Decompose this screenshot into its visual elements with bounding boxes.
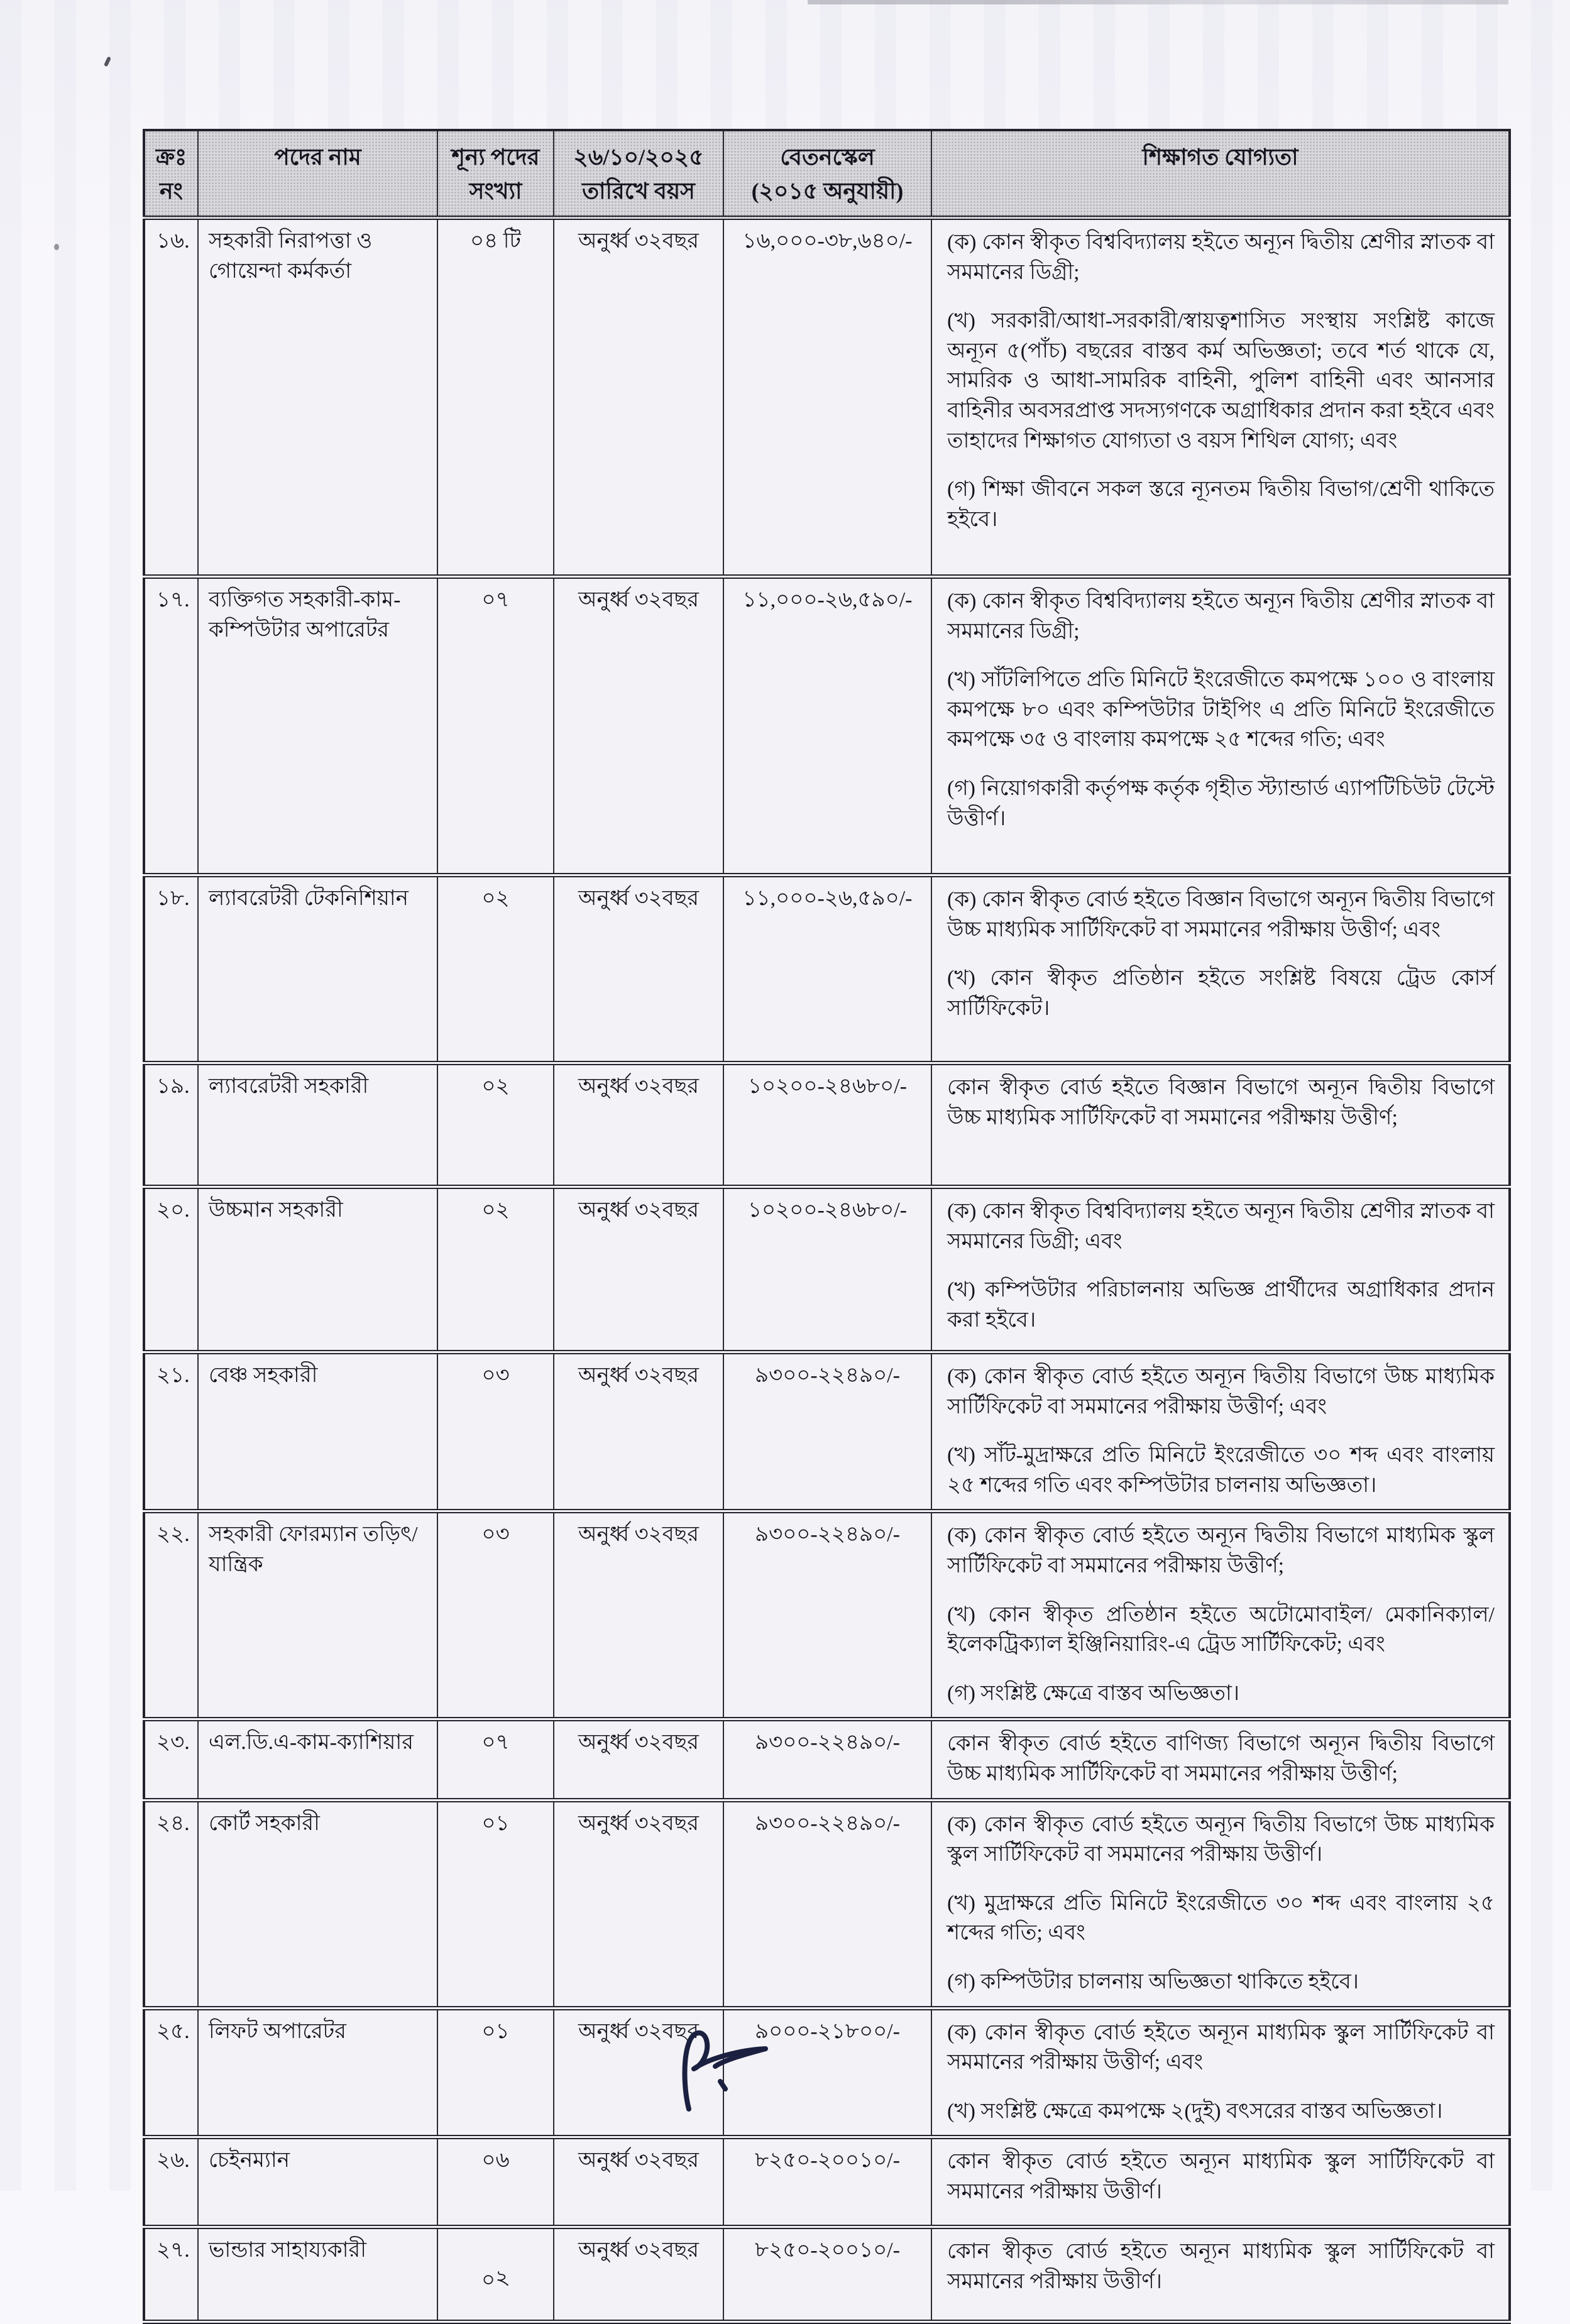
qualification-paragraph: (ক) কোন স্বীকৃত বিশ্ববিদ্যালয় হইতে অন্যূন দ্বিতীয় শ্রেণীর স্নাতক বা সমমানের ডিগ্রী; <box>947 231 1495 284</box>
cell-vacancies <box>437 218 554 577</box>
cell-vacancies <box>437 2008 554 2137</box>
qualification-paragraph: (খ) সংশ্লিষ্ট ক্ষেত্রে কমপক্ষে ২(দুই) বৎসরের বাস্তব অভিজ্ঞতা। <box>947 2099 1443 2123</box>
cell-serial: ১৭. <box>144 577 198 875</box>
cell-age-limit: অনুর্ধ্ব ৩২বছর <box>554 2008 723 2137</box>
cell-vacancies <box>437 577 554 875</box>
cell-vacancies <box>437 2137 554 2227</box>
cell-age-limit: অনুর্ধ্ব ৩২বছর <box>554 218 723 577</box>
cell-serial: ২১. <box>144 1352 198 1511</box>
header-post-name: পদের নাম <box>198 130 437 218</box>
cell-age-limit: অনুর্ধ্ব ৩২বছর <box>554 1511 723 1719</box>
cell-post-name: এল.ডি.এ-কাম-ক্যাশিয়ার <box>198 1719 437 1800</box>
cell-post-name: ভান্ডার সাহায্যকারী <box>198 2227 437 2322</box>
cell-vacancies <box>437 2227 554 2322</box>
scan-artifact-speck <box>54 244 59 250</box>
vacancy-count: ০২ <box>481 887 510 910</box>
qualification-paragraph: (ক) কোন স্বীকৃত বোর্ড হইতে অন্যূন দ্বিতীয় বিভাগে উচ্চ মাধ্যমিক স্কুল সার্টিফিকেট বা সমমানের পরীক্ষায় উত্তীর্ণ। <box>947 1812 1495 1866</box>
cell-post-name: বেঞ্চ সহকারী <box>198 1352 437 1511</box>
table-row <box>144 218 1510 577</box>
qualification-paragraph: (ক) কোন স্বীকৃত বোর্ড হইতে অন্যূন মাধ্যমিক স্কুল সার্টিফিকেট বা সমমানের পরীক্ষায় উত্তীর্ণ; এবং <box>947 2020 1495 2075</box>
cell-qualification <box>931 218 1510 577</box>
table-row <box>144 1800 1510 2008</box>
table-body <box>144 218 1510 2322</box>
header-pay-scale: বেতনস্কেল (২০১৫ অনুযায়ী) <box>723 130 931 218</box>
cell-serial: ২০. <box>144 1187 198 1352</box>
cell-age-limit: অনুর্ধ্ব ৩২বছর <box>554 1800 723 2008</box>
vacancy-count: ০৬ <box>481 2149 510 2173</box>
cell-vacancies <box>437 1063 554 1187</box>
cell-pay-scale: ১১,০০০-২৬,৫৯০/- <box>723 577 931 875</box>
cell-post-name: ল্যাবরেটরী টেকনিশিয়ান <box>198 875 437 1063</box>
vacancy-count: ০৩ <box>481 1364 510 1387</box>
qualification-paragraph: (ক) কোন স্বীকৃত বোর্ড হইতে অন্যূন দ্বিতীয় বিভাগে উচ্চ মাধ্যমিক সার্টিফিকেট বা সমমানের পরীক্ষায় উত্তীর্ণ; এবং <box>947 1365 1495 1418</box>
qualification-paragraph: কোন স্বীকৃত বোর্ড হইতে অন্যূন মাধ্যমিক স্কুল সার্টিফিকেট বা সমমানের পরীক্ষায় উত্তীর্ণ। <box>947 2150 1495 2203</box>
cell-pay-scale: ১০২০০-২৪৬৮০/- <box>723 1187 931 1352</box>
vacancy-count: ০৩ <box>481 1523 510 1547</box>
cell-post-name: ল্যাবরেটরী সহকারী <box>198 1063 437 1187</box>
cell-post-name: কোর্ট সহকারী <box>198 1800 437 2008</box>
cell-qualification <box>931 1187 1510 1352</box>
vacancy-count: ০১ <box>481 1811 510 1835</box>
table-header <box>144 130 1510 218</box>
table-row <box>144 1719 1510 1800</box>
cell-vacancies <box>437 1719 554 1800</box>
cell-age-limit: অনুর্ধ্ব ৩২বছর <box>554 1719 723 1800</box>
cell-age-limit: অনুর্ধ্ব ৩২বছর <box>554 1352 723 1511</box>
qualification-paragraph: (ক) কোন স্বীকৃত বিশ্ববিদ্যালয় হইতে অন্যূন দ্বিতীয় শ্রেণীর স্নাতক বা সমমানের ডিগ্রী; <box>947 589 1495 643</box>
cell-qualification <box>931 2137 1510 2227</box>
cell-pay-scale: ৮২৫০-২০০১০/- <box>723 2137 931 2227</box>
header-age: ২৬/১০/২০২৫ তারিখে বয়স <box>554 130 723 218</box>
cell-age-limit: অনুর্ধ্ব ৩২বছর <box>554 1063 723 1187</box>
cell-serial: ২৩. <box>144 1719 198 1800</box>
cell-qualification <box>931 875 1510 1063</box>
qualification-paragraph: (গ) কম্পিউটার চালনায় অভিজ্ঞতা থাকিতে হইবে। <box>947 1970 1359 1993</box>
cell-qualification <box>931 1063 1510 1187</box>
qualification-paragraph: (খ) কোন স্বীকৃত প্রতিষ্ঠান হইতে সংশ্লিষ্ট বিষয়ে ট্রেড কোর্স সার্টিফিকেট। <box>947 967 1495 1020</box>
qualification-paragraph: (খ) সাঁট-মুদ্রাক্ষরে প্রতি মিনিটে ইংরেজীতে ৩০ শব্দ এবং বাংলায় ২৫ শব্দের গতি এবং কম্পিউটার চালনায় অভিজ্ঞতা। <box>947 1444 1495 1497</box>
cell-post-name: চেইনম্যান <box>198 2137 437 2227</box>
header-vacancies: শূন্য পদের সংখ্যা <box>437 130 554 218</box>
table-row <box>144 1352 1510 1511</box>
cell-pay-scale: ৯৩০০-২২৪৯০/- <box>723 1719 931 1800</box>
cell-vacancies <box>437 1800 554 2008</box>
cell-vacancies <box>437 1511 554 1719</box>
scan-artifact-speck <box>104 56 111 67</box>
signature-mark <box>671 2029 803 2117</box>
scan-artifact-top-edge <box>808 0 1508 4</box>
table-row <box>144 577 1510 875</box>
table-row <box>144 2227 1510 2322</box>
qualification-paragraph: কোন স্বীকৃত বোর্ড হইতে অন্যূন মাধ্যমিক স্কুল সার্টিফিকেট বা সমমানের পরীক্ষায় উত্তীর্ণ। <box>947 2240 1495 2293</box>
cell-pay-scale: ৯৩০০-২২৪৯০/- <box>723 1352 931 1511</box>
cell-serial: ২৬. <box>144 2137 198 2227</box>
cell-pay-scale: ৯৩০০-২২৪৯০/- <box>723 1511 931 1719</box>
vacancy-count: ০২ <box>480 2266 512 2293</box>
cell-pay-scale: ৯০০০-২১৮০০/- <box>723 2008 931 2137</box>
qualification-paragraph: (ক) কোন স্বীকৃত বোর্ড হইতে বিজ্ঞান বিভাগে অন্যূন দ্বিতীয় বিভাগে উচ্চ মাধ্যমিক সার্টিফিকেট বা সমমানের পরীক্ষায় উত্তীর্ণ; এবং <box>947 888 1495 941</box>
vacancy-count: ০১ <box>481 2019 510 2043</box>
cell-qualification <box>931 577 1510 875</box>
cell-serial: ১৮. <box>144 875 198 1063</box>
qualification-paragraph: কোন স্বীকৃত বোর্ড হইতে বাণিজ্য বিভাগে অন্যূন দ্বিতীয় বিভাগে উচ্চ মাধ্যমিক সার্টিফিকেট বা সমমানের পরীক্ষায় উত্তীর্ণ; <box>947 1732 1495 1785</box>
qualification-paragraph: কোন স্বীকৃত বোর্ড হইতে বিজ্ঞান বিভাগে অন্যূন দ্বিতীয় বিভাগে উচ্চ মাধ্যমিক সার্টিফিকেট বা সমমানের পরীক্ষায় উত্তীর্ণ; <box>947 1076 1495 1129</box>
qualification-paragraph: (গ) সংশ্লিষ্ট ক্ষেত্রে বাস্তব অভিজ্ঞতা। <box>947 1681 1240 1705</box>
cell-qualification <box>931 1800 1510 2008</box>
cell-age-limit: অনুর্ধ্ব ৩২বছর <box>554 1187 723 1352</box>
table-row <box>144 1511 1510 1719</box>
cell-pay-scale: ১০২০০-২৪৬৮০/- <box>723 1063 931 1187</box>
vacancy-count: ০৪ টি <box>470 229 521 253</box>
cell-serial: ২২. <box>144 1511 198 1719</box>
cell-vacancies <box>437 1187 554 1352</box>
table-row <box>144 1187 1510 1352</box>
cell-pay-scale: ১১,০০০-২৬,৫৯০/- <box>723 875 931 1063</box>
cell-post-name: সহকারী নিরাপত্তা ও গোয়েন্দা কর্মকর্তা <box>198 218 437 577</box>
cell-qualification <box>931 1719 1510 1800</box>
vacancy-count: ০৭ <box>481 588 510 611</box>
cell-post-name: সহকারী ফোরম্যান তড়িৎ/যান্ত্রিক <box>198 1511 437 1719</box>
vacancy-count: ০৭ <box>481 1731 510 1755</box>
qualification-paragraph: (খ) সাঁটলিপিতে প্রতি মিনিটে ইংরেজীতে কমপক্ষে ১০০ ও বাংলায় কমপক্ষে ৮০ এবং কম্পিউটার টাইপিং এ প্রতি মিনিটে ইংরেজীতে কমপক্ষে ৩৫ ও বাংলায় কমপক্ষে ২৫ শব্দের গতি; এবং <box>947 668 1495 752</box>
cell-serial: ২৫. <box>144 2008 198 2137</box>
qualification-paragraph: (খ) মুদ্রাক্ষরে প্রতি মিনিটে ইংরেজীতে ৩০ শব্দ এবং বাংলায় ২৫ শব্দের গতি; এবং <box>947 1891 1495 1945</box>
table-row <box>144 1063 1510 1187</box>
qualification-paragraph: (খ) সরকারী/আধা-সরকারী/স্বায়ত্বশাসিত সংস্থায় সংশ্লিষ্ট কাজে অন্যূন ৫(পাঁচ) বছরের বাস্তব কর্ম অভিজ্ঞতা; তবে শর্ত থাকে যে, সামরিক ও আধা-সামরিক বাহিনী, পুলিশ বাহিনী এবং আনসার বাহিনীর অবসরপ্রাপ্ত সদস্যগণকে অগ্রাধিকার প্রদান করা হইবে এবং তাহাদের শিক্ষাগত যোগ্যতা ও বয়স শিথিল যোগ্য; এবং <box>947 309 1495 452</box>
qualification-paragraph: (গ) শিক্ষা জীবনে সকল স্তরে ন্যূনতম দ্বিতীয় বিভাগ/শ্রেণী থাকিতে হইবে। <box>947 478 1495 531</box>
header-qualification: শিক্ষাগত যোগ্যতা <box>931 130 1510 218</box>
cell-qualification <box>931 2227 1510 2322</box>
cell-vacancies <box>437 875 554 1063</box>
cell-age-limit: অনুর্ধ্ব ৩২বছর <box>554 2227 723 2322</box>
cell-pay-scale: ১৬,০০০-৩৮,৬৪০/- <box>723 218 931 577</box>
cell-vacancies <box>437 1352 554 1511</box>
cell-post-name: লিফট অপারেটর <box>198 2008 437 2137</box>
vacancy-count: ০২ <box>481 1198 510 1222</box>
table-row <box>144 2137 1510 2227</box>
cell-age-limit: অনুর্ধ্ব ৩২বছর <box>554 577 723 875</box>
qualification-paragraph: (খ) কোন স্বীকৃত প্রতিষ্ঠান হইতে অটোমোবাইল/ মেকানিক্যাল/ ইলেকট্রিক্যাল ইঞ্জিনিয়ারিং-এ ট্রেড সার্টিফিকেট; এবং <box>947 1603 1495 1657</box>
cell-pay-scale: ৯৩০০-২২৪৯০/- <box>723 1800 931 2008</box>
vacancy-table <box>143 129 1511 2324</box>
table-row <box>144 875 1510 1063</box>
cell-post-name: উচ্চমান সহকারী <box>198 1187 437 1352</box>
header-serial: ক্রঃ নং <box>144 130 198 218</box>
qualification-paragraph: (খ) কম্পিউটার পরিচালনায় অভিজ্ঞ প্রার্থীদের অগ্রাধিকার প্রদান করা হইবে। <box>947 1278 1495 1332</box>
cell-age-limit: অনুর্ধ্ব ৩২বছর <box>554 875 723 1063</box>
table-row <box>144 2008 1510 2137</box>
cell-serial: ১৬. <box>144 218 198 577</box>
cell-age-limit: অনুর্ধ্ব ৩২বছর <box>554 2137 723 2227</box>
qualification-paragraph: (গ) নিয়োগকারী কর্তৃপক্ষ কর্তৃক গৃহীত স্ট্যান্ডার্ড এ্যাপটিচিউট টেস্টে উত্তীর্ণ। <box>947 776 1495 830</box>
cell-post-name: ব্যক্তিগত সহকারী-কাম-কম্পিউটার অপারেটর <box>198 577 437 875</box>
cell-qualification <box>931 2008 1510 2137</box>
qualification-paragraph: (ক) কোন স্বীকৃত বিশ্ববিদ্যালয় হইতে অন্যূন দ্বিতীয় শ্রেণীর স্নাতক বা সমমানের ডিগ্রী; এবং <box>947 1200 1495 1253</box>
cell-serial: ১৯. <box>144 1063 198 1187</box>
cell-serial: ২৪. <box>144 1800 198 2008</box>
cell-qualification <box>931 1511 1510 1719</box>
vacancy-count: ০২ <box>481 1075 510 1098</box>
cell-serial: ২৭. <box>144 2227 198 2322</box>
qualification-paragraph: (ক) কোন স্বীকৃত বোর্ড হইতে অন্যূন দ্বিতীয় বিভাগে মাধ্যমিক স্কুল সার্টিফিকেট বা সমমানের পরীক্ষায় উত্তীর্ণ; <box>947 1524 1495 1577</box>
cell-qualification <box>931 1352 1510 1511</box>
cell-pay-scale: ৮২৫০-২০০১০/- <box>723 2227 931 2322</box>
